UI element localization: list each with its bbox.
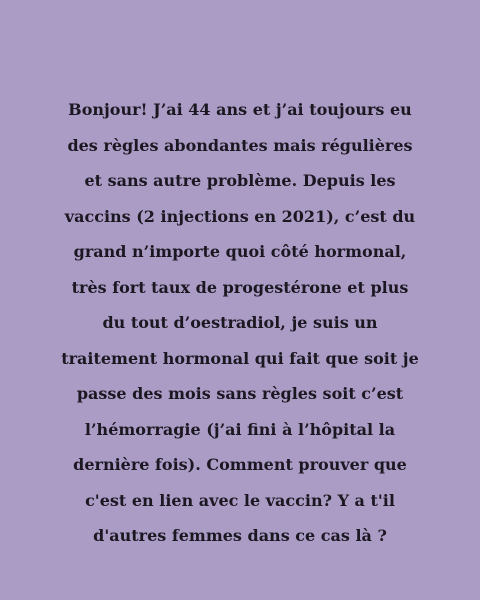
text-line: et sans autre problème. Depuis les bbox=[84, 171, 396, 190]
text-line: vaccins (2 injections en 2021), c’est du bbox=[64, 206, 416, 226]
text-line: c'est en lien avec le vaccin? Y a t'il bbox=[85, 490, 395, 510]
text-line: du tout d’oestradiol, je suis un bbox=[102, 313, 378, 332]
text-line: traitement hormonal qui fait que soit je bbox=[61, 348, 419, 368]
text-line: d'autres femmes dans ce cas là ? bbox=[93, 526, 387, 545]
testimony-text bbox=[40, 92, 440, 554]
text-line: très fort taux de progestérone et plus bbox=[71, 277, 409, 297]
text-line: l’hémorragie (j’ai fini à l’hôpital la bbox=[84, 419, 396, 439]
text-line: dernière fois). Comment prouver que bbox=[73, 455, 407, 474]
text-line: passe des mois sans règles soit c’est bbox=[76, 384, 404, 403]
text-line: des règles abondantes mais régulières bbox=[67, 135, 413, 155]
text-line: grand n’importe quoi côté hormonal, bbox=[73, 242, 407, 261]
text-line: Bonjour! J’ai 44 ans et j’ai toujours eu bbox=[68, 100, 412, 119]
